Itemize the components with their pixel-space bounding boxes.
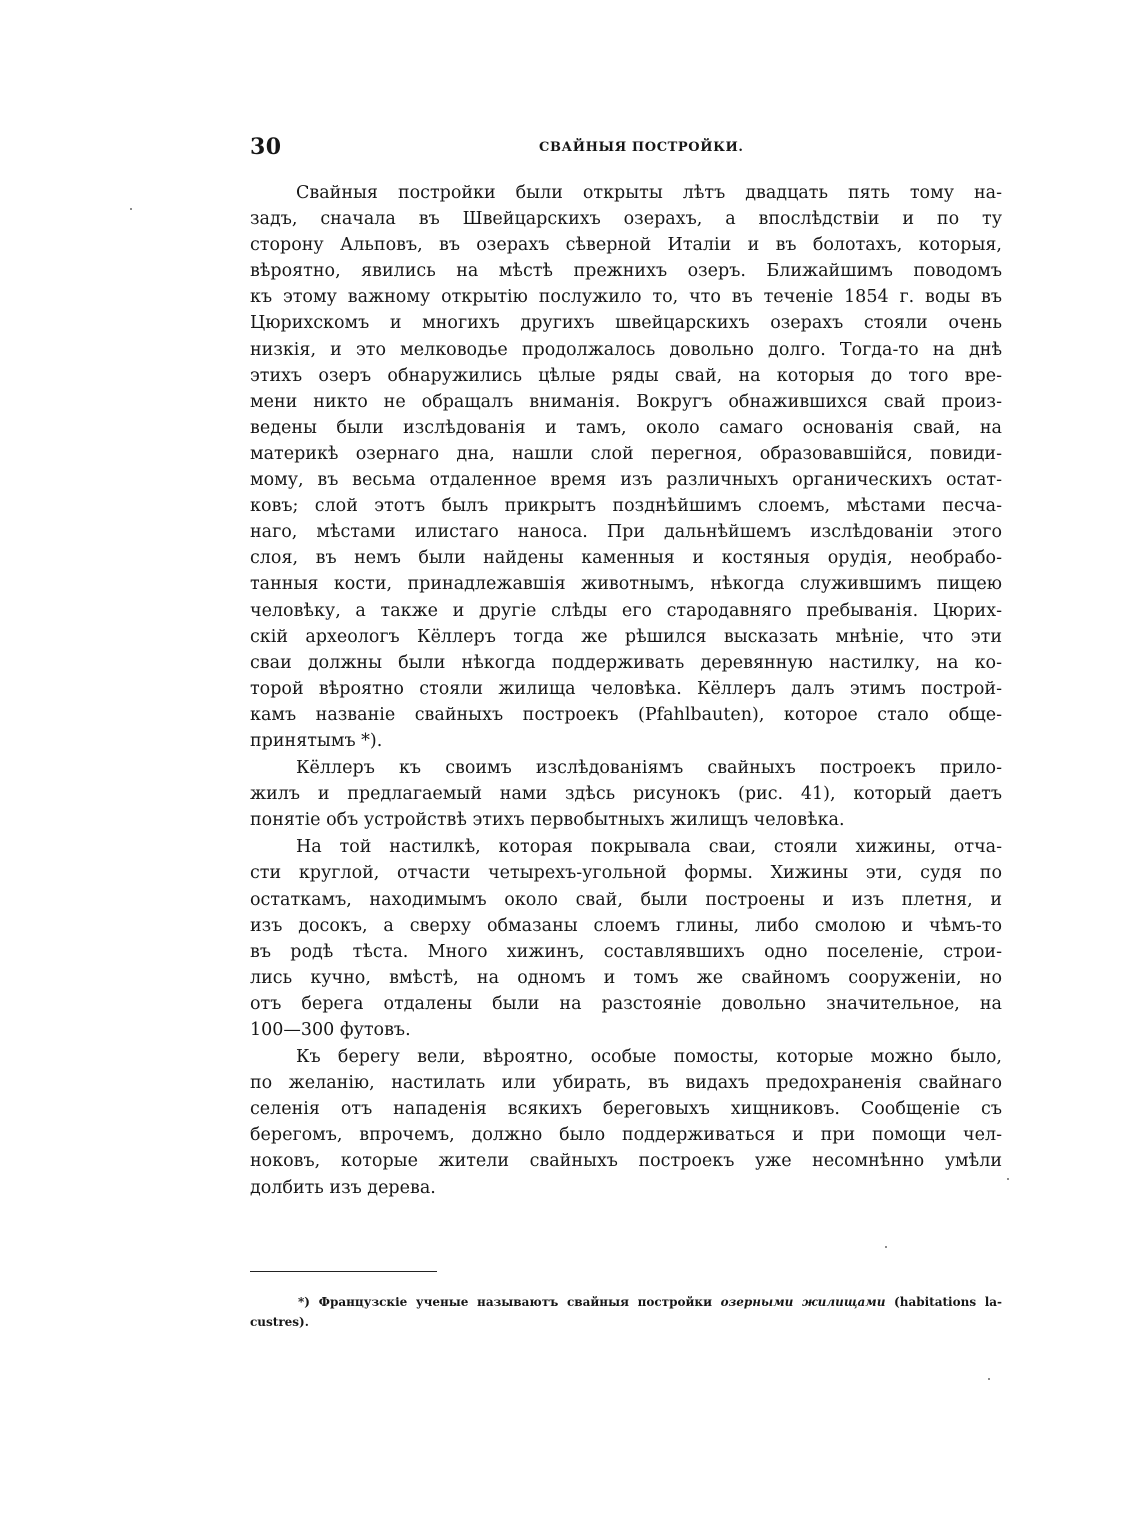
text-line: скій археологъ Кёллеръ тогда же рѣшился высказать мнѣніе, что эти <box>250 626 1002 647</box>
text-line: берегомъ, впрочемъ, должно было поддерживаться и при помощи чел- <box>250 1125 1002 1146</box>
footnote-divider <box>250 1271 437 1272</box>
text-line: сти круглой, отчасти четырехъ-угольной формы. Хижины эти, судя по <box>250 863 1002 884</box>
text-line: мому, въ весьма отдаленное время изъ различныхъ органическихъ остат- <box>250 470 1002 491</box>
footnote <box>250 1292 1002 1332</box>
scan-speck <box>130 208 132 210</box>
text-line: принятымъ *). <box>250 730 383 751</box>
text-line: 100—300 футовъ. <box>250 1020 411 1040</box>
text-line: низкія, и это мелководье продолжалось довольно долго. Тогда-то на днѣ <box>250 339 1002 360</box>
text-line: сторону Альповъ, въ озерахъ сѣверной Италіи и въ болотахъ, которыя, <box>250 235 1002 256</box>
text-line: слоя, въ немъ были найдены каменныя и костяныя орудія, необрабо- <box>250 548 1002 569</box>
text-line: лись кучно, вмѣстѣ, на одномъ и томъ же свайномъ сооруженіи, но <box>250 967 1002 988</box>
text-line: торой вѣроятно стояли жилища человѣка. Кёллеръ далъ этимъ построй- <box>250 678 1002 699</box>
footnote-text: Французскіе ученые называютъ свайныя постройки <box>318 1295 712 1309</box>
text-line: камъ названіе свайныхъ построекъ (Pfahlbauten), которое стало обще- <box>250 704 1002 725</box>
footnote-text-end: (habitations la- <box>894 1295 1003 1309</box>
footnote-italic-term: озерными жилищами <box>720 1295 886 1309</box>
text-line: понятіе объ устройствѣ этихъ первобытныхъ жилищъ человѣка. <box>250 810 845 831</box>
text-line: селенія отъ нападенія всякихъ береговыхъ хищниковъ. Сообщеніе съ <box>250 1099 1002 1120</box>
text-line: материкѣ озернаго дна, нашли слой перегноя, образовавшійся, повиди- <box>250 443 1002 464</box>
text-line: человѣку, а также и другіе слѣды его стародавняго пребыванія. Цюрих- <box>250 600 1002 621</box>
scan-speck <box>1007 1178 1009 1180</box>
scan-speck <box>885 1246 887 1248</box>
text-line: задъ, сначала въ Швейцарскихъ озерахъ, а впослѣдствіи и по ту <box>250 209 1002 230</box>
text-line: ковъ; слой этотъ былъ прикрытъ позднѣйшимъ слоемъ, мѣстами песча- <box>250 496 1002 517</box>
scan-speck <box>988 1378 990 1380</box>
text-line: ноковъ, которые жители свайныхъ построекъ уже несомнѣнно умѣли <box>250 1151 1002 1172</box>
text-line: вѣроятно, явились на мѣстѣ прежнихъ озеръ. Ближайшимъ поводомъ <box>250 261 1002 282</box>
page-number: 30 <box>250 134 282 160</box>
body-text <box>250 180 1002 1201</box>
text-line: Къ берегу вели, вѣроятно, особые помосты, которые можно было, <box>296 1047 1002 1068</box>
text-line: ведены были изслѣдованія и тамъ, около самаго основанія свай, на <box>250 417 1002 438</box>
text-line: въ родѣ тѣста. Много хижинъ, составлявшихъ одно поселеніе, строи- <box>250 941 1002 962</box>
paragraph-1 <box>250 180 1002 754</box>
text-line: мени никто не обращалъ вниманія. Вокругъ обнажившихся свай произ- <box>250 391 1002 412</box>
text-line: по желанію, настилать или убирать, въ видахъ предохраненія свайнаго <box>250 1073 1002 1094</box>
paragraph-4 <box>250 1044 1002 1201</box>
text-line: остаткамъ, находимымъ около свай, были построены и изъ плетня, и <box>250 889 1002 910</box>
text-line: наго, мѣстами илистаго наноса. При дальнѣйшемъ изслѣдованіи этого <box>250 522 1002 543</box>
text-line: Свайныя постройки были открыты лѣтъ двадцать пять тому на- <box>296 183 1002 203</box>
text-line: танныя кости, принадлежавшія животнымъ, нѣкогда служившимъ пищею <box>250 574 1002 595</box>
footnote-marker: *) <box>298 1295 310 1309</box>
text-line: жилъ и предлагаемый нами здѣсь рисунокъ (рис. 41), который даетъ <box>250 784 1002 805</box>
paragraph-3 <box>250 834 1002 1043</box>
text-line: Цюрихскомъ и многихъ другихъ швейцарскихъ озерахъ стояли очень <box>250 313 1002 334</box>
paragraph-2 <box>250 755 1002 833</box>
footnote-line <box>250 1292 1002 1312</box>
text-line: этихъ озеръ обнаружились цѣлые ряды свай, на которыя до того вре- <box>250 365 1002 386</box>
text-line: сваи должны были нѣкогда поддерживать деревянную настилку, на ко- <box>250 652 1002 673</box>
text-line: отъ берега отдалены были на разстояніе довольно значительное, на <box>250 993 1002 1014</box>
text-line: изъ досокъ, а сверху обмазаны слоемъ глины, либо смолою и чѣмъ-то <box>250 915 1002 936</box>
text-line: На той настилкѣ, которая покрывала сваи, стояли хижины, отча- <box>296 837 1002 858</box>
footnote-continuation: custres). <box>250 1315 309 1329</box>
running-head: СВАЙНЫЯ ПОСТРОЙКИ. <box>539 140 744 155</box>
text-line: Кёллеръ къ своимъ изслѣдованіямъ свайныхъ построекъ прило- <box>296 758 1002 779</box>
text-line: долбить изъ дерева. <box>250 1177 436 1198</box>
text-line: къ этому важному открытію послужило то, что въ теченіе 1854 г. воды въ <box>250 287 1002 308</box>
